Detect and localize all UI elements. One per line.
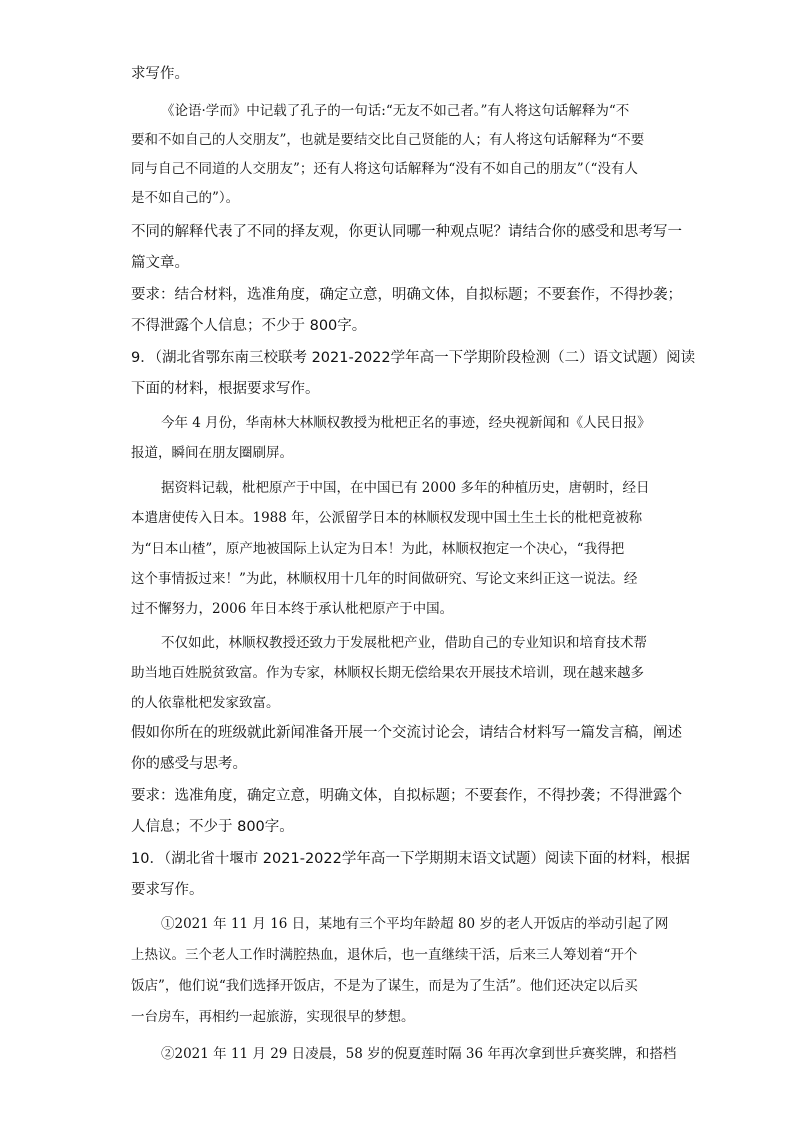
quote-line: 的人依靠枇杷发家致富。 (131, 695, 280, 711)
question-heading: 9．（湖北省鄂东南三校联考 2021-2022学年高一下学期阶段检测（二）语文试题）阅读 (131, 350, 696, 366)
question-heading: 下面的材料，根据要求写作。 (131, 381, 320, 397)
quote-line: 今年 4 月份，华南林大林顺权教授为枇杷正名的事迹，经央视新闻和《人民日报》 (161, 415, 651, 431)
text-line: 不同的解释代表了不同的择友观，你更认同哪一种观点呢？请结合你的感受和思考写一 (131, 224, 682, 240)
quote-line: 《论语·学而》中记载了孔子的一句话:“无友不如己者。”有人将这句话解释为“不 (161, 103, 630, 119)
quote-line: 饭店”，他们说“我们选择开饭店，不是为了谋生，而是为了生活”。他们还决定以后买 (131, 978, 638, 994)
quote-line: 上热议。三个老人工作时满腔热血，退休后，也一直继续干活，后来三人筹划着“开个 (131, 947, 638, 963)
quote-line: ②2021 年 11 月 29 日凌晨，58 岁的倪夏莲时隔 36 年再次拿到世乒赛奖牌，和搭档 (161, 1046, 677, 1062)
text-line: 假如你所在的班级就此新闻准备开展一个交流讨论会，请结合材料写一篇发言稿，阐述 (131, 725, 682, 741)
quote-line: 据资料记载，枇杷原产于中国，在中国已有 2000 多年的种植历史，唐朝时，经日 (161, 480, 650, 496)
quote-line: 助当地百姓脱贫致富。作为专家，林顺权长期无偿给果农开展技术培训，现在越来越多 (131, 665, 644, 681)
quote-line: 为“日本山楂”，原产地被国际上认定为日本！为此，林顺权抱定一个决心，“我得把 (131, 541, 625, 557)
requirement-line: 人信息；不少于 800字。 (131, 819, 294, 835)
text-line: 你的感受与思考。 (131, 756, 247, 772)
quote-line: 不仅如此，林顺权教授还致力于发展枇杷产业，借助自己的专业知识和培育技术帮 (161, 635, 647, 651)
question-heading: 10．（湖北省十堰市 2021-2022学年高一下学期期末语文试题）阅读下面的材料，根据 (131, 851, 690, 867)
quote-line: 同与自己不同道的人交朋友”；还有人将这句话解释为“没有不如自己的朋友”（“没有人 (131, 161, 638, 177)
quote-line: 本遣唐使传入日本。1988 年，公派留学日本的林顺权发现中国土生土长的枇杷竟被称 (131, 510, 643, 526)
requirement-line: 不得泄露个人信息；不少于 800字。 (131, 318, 367, 334)
requirement-line: 要求：选准角度，确定立意，明确文体，自拟标题；不要套作，不得抄袭；不得泄露个 (131, 788, 682, 804)
quote-line: 这个事情扳过来！”为此，林顺权用十几年的时间做研究、写论文来纠正这一说法。经 (131, 571, 638, 587)
quote-line: 过不懈努力，2006 年日本终于承认枇杷原产于中国。 (131, 601, 454, 617)
quote-line: ①2021 年 11 月 16 日，某地有三个平均年龄超 80 岁的老人开饭店的举动引起了网 (161, 916, 669, 932)
quote-line: 一台房车，再相约一起旅游，实现很早的梦想。 (131, 1009, 415, 1025)
text-line: 求写作。 (131, 66, 189, 82)
quote-line: 要和不如自己的人交朋友”，也就是要结交比自己贤能的人；有人将这句话解释为“不要 (131, 132, 645, 148)
requirement-line: 要求：结合材料，选准角度，确定立意，明确文体，自拟标题；不要套作，不得抄袭； (131, 287, 682, 303)
quote-line: 是不如自己的”）。 (131, 190, 240, 206)
quote-line: 报道，瞬间在朋友圈刷屏。 (131, 445, 293, 461)
text-line: 篇文章。 (131, 255, 189, 271)
question-heading: 要求写作。 (131, 882, 204, 898)
